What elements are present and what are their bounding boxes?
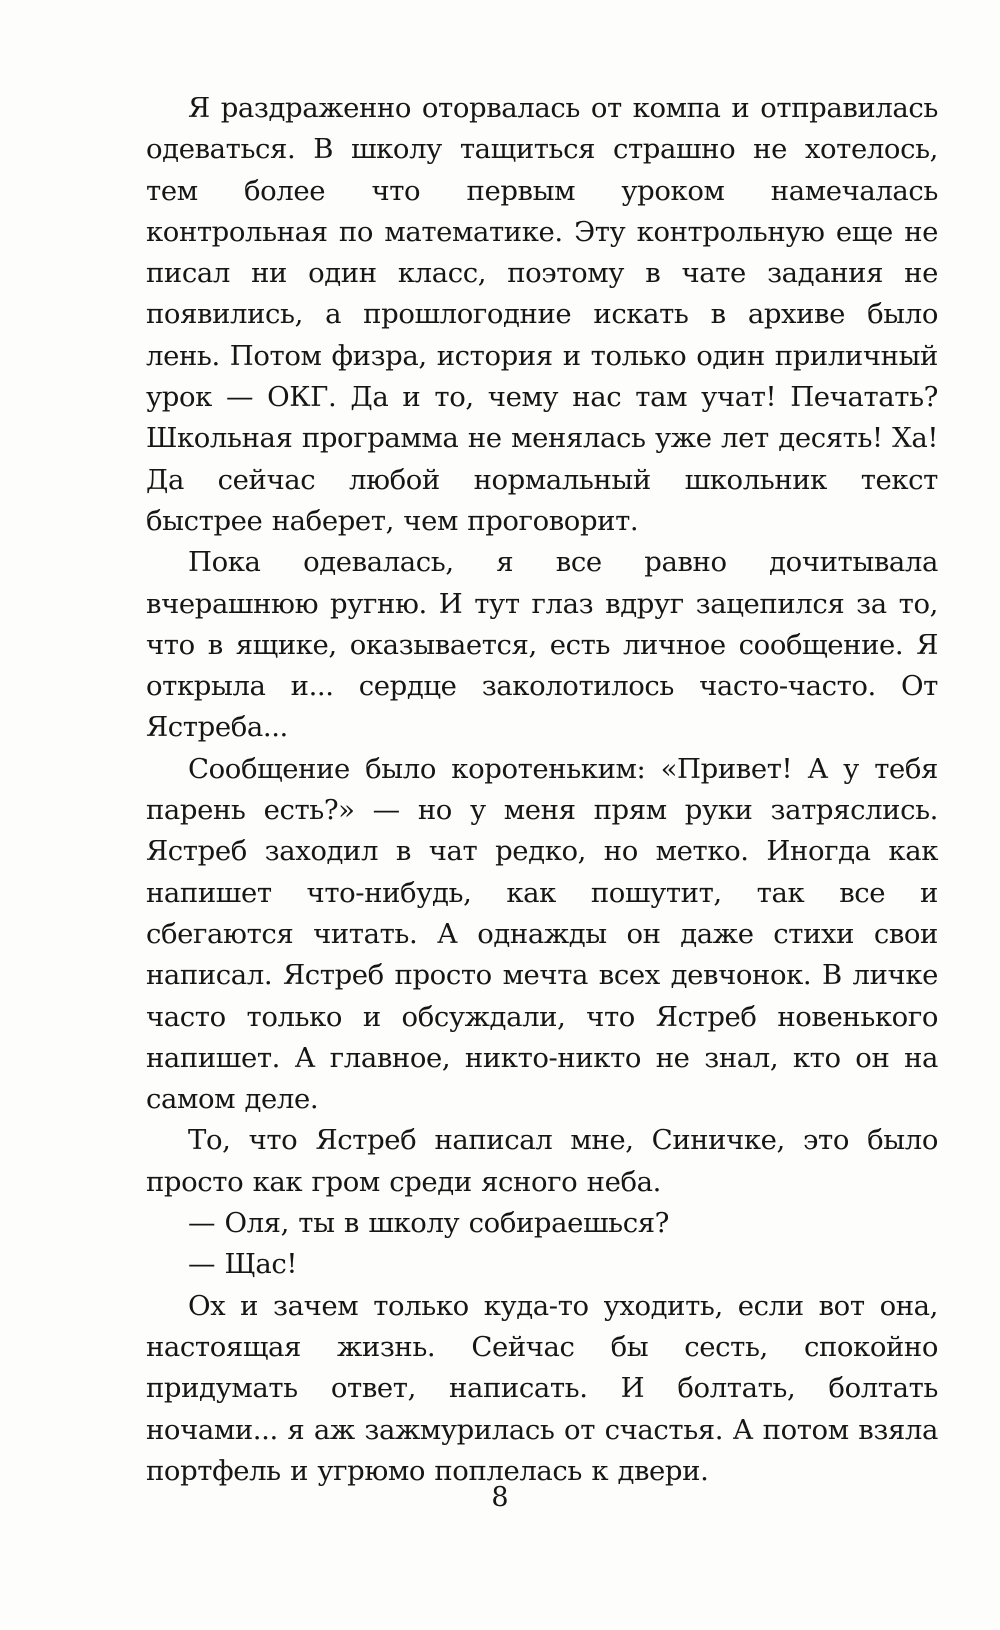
paragraph: Я раздраженно оторвалась от компа и отправилась одеваться. В школу тащиться страшно не хотелось, тем более что первым уроком намечалась контрольная по математике. Эту контрольную еще не писал ни один класс, поэтому в чате задания не появились, а прошлогодние искать в архиве было лень. Потом физра, история и только один приличный урок — ОКГ. Да и то, чему нас там учат! Печатать? Школьная программа не менялась уже лет десять! Ха! Да сейчас любой нормальный школьник текст быстрее наберет, чем проговорит. [146, 92, 938, 537]
paragraph: Пока одевалась, я все равно дочитывала вчерашнюю ругню. И тут глаз вдруг зацепился за то, что в ящике, оказывается, есть личное сообщение. Я открыла и... сердце заколотилось часто-часто. От Ястреба... [146, 546, 938, 744]
body-text [146, 88, 938, 1492]
paragraph: Сообщение было коротеньким: «Привет! А у тебя парень есть?» — но у меня прям руки затряслись. Ястреб заходил в чат редко, но метко. Иногда как напишет что-нибудь, как пошутит, так все и сбегаются читать. А однажды он даже стихи свои написал. Ястреб просто мечта всех девчонок. В личке часто только и обсуждали, что Ястреб новенького напишет. А главное, никто-никто не знал, кто он на самом деле. [146, 752, 938, 1116]
paragraph: То, что Ястреб написал мне, Синичке, это было просто как гром среди ясного неба. [146, 1124, 938, 1198]
dialogue-line: — Щас! [188, 1248, 298, 1281]
paragraph: Ох и зачем только куда-то уходить, если вот она, настоящая жизнь. Сейчас бы сесть, спокойно придумать ответ, написать. И болтать, болтать ночами... я аж зажмурилась от счастья. А потом взяла портфель и угрюмо поплелась к двери. [146, 1289, 938, 1487]
dialogue-line: — Оля, ты в школу собираешься? [188, 1207, 670, 1240]
page-number: 8 [491, 1482, 509, 1513]
